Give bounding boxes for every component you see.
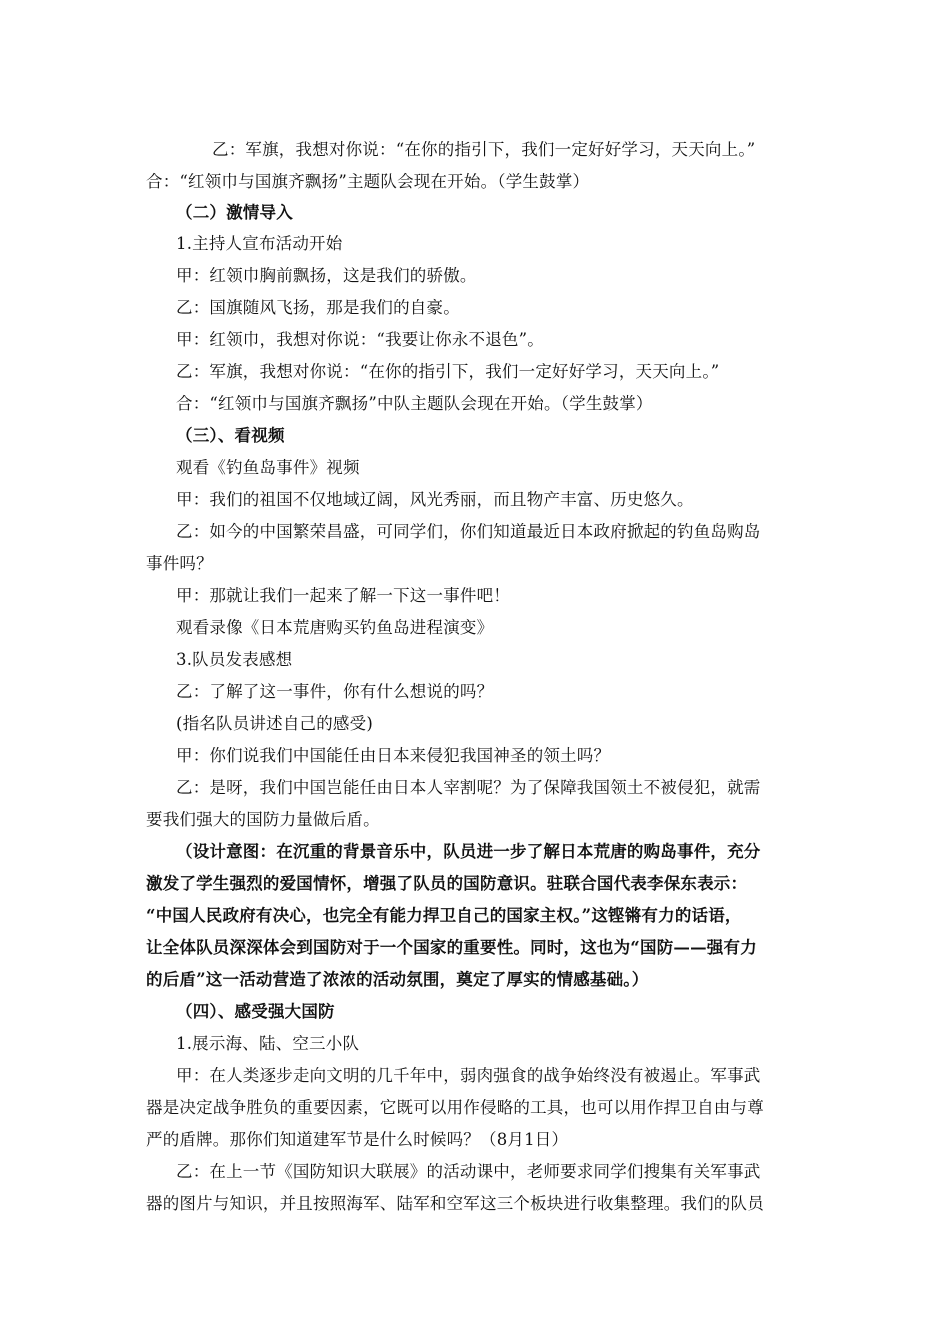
section-heading: （二）激情导入 (176, 203, 293, 222)
dialogue-line: 甲：红领巾，我想对你说：“我要让你永不退色”。 (176, 330, 544, 349)
step-heading: 观看录像《日本荒唐购买钓鱼岛进程演变》 (176, 618, 494, 637)
dialogue-line: 甲：那就让我们一起来了解一下这一事件吧！ (176, 586, 510, 605)
step-heading: 观看《钓鱼岛事件》视频 (176, 458, 360, 477)
step-heading: 3.队员发表感想 (176, 650, 293, 669)
dialogue-line: 器是决定战争胜负的重要因素，它既可以用作侵略的工具，也可以用作捍卫自由与尊 (146, 1098, 764, 1117)
dialogue-line: 要我们强大的国防力量做后盾。 (146, 810, 380, 829)
dialogue-line: 乙：国旗随风飞扬，那是我们的自豪。 (176, 298, 460, 317)
dialogue-line: 事件吗？ (146, 554, 213, 573)
design-intent-text: 激发了学生强烈的爱国情怀，增强了队员的国防意识。驻联合国代表李保东表示： (146, 874, 748, 893)
dialogue-line: 乙：如今的中国繁荣昌盛，可同学们，你们知道最近日本政府掀起的钓鱼岛购岛 (176, 522, 761, 541)
step-heading: 1.展示海、陆、空三小队 (176, 1034, 360, 1053)
dialogue-line: 严的盾牌。那你们知道建军节是什么时候吗？（8月1日） (146, 1130, 569, 1149)
design-intent-text: 让全体队员深深体会到国防对于一个国家的重要性。同时，这也为“国防——强有力 (146, 938, 757, 957)
dialogue-line: 器的图片与知识，并且按照海军、陆军和空军这三个板块进行收集整理。我们的队员 (146, 1194, 764, 1213)
dialogue-line: 甲：我们的祖国不仅地域辽阔，风光秀丽，而且物产丰富、历史悠久。 (176, 490, 694, 509)
section-heading: （四）、感受强大国防 (176, 1002, 335, 1021)
dialogue-line: 甲：红领巾胸前飘扬，这是我们的骄傲。 (176, 266, 477, 285)
step-heading: 1.主持人宣布活动开始 (176, 234, 343, 253)
dialogue-line: 甲：你们说我们中国能任由日本来侵犯我国神圣的领土吗？ (176, 746, 611, 765)
dialogue-line: 乙：了解了这一事件，你有什么想说的吗？ (176, 682, 494, 701)
section-heading: （三）、看视频 (176, 426, 285, 445)
dialogue-line: 合：“红领巾与国旗齐飘扬”中队主题队会现在开始。（学生鼓掌） (176, 394, 653, 413)
design-intent-text: 的后盾”这一活动营造了浓浓的活动氛围，奠定了厚实的情感基础。） (146, 970, 649, 989)
dialogue-line: 乙：在上一节《国防知识大联展》的活动课中，老师要求同学们搜集有关军事武 (176, 1162, 761, 1181)
design-intent-text: “中国人民政府有决心，也完全有能力捍卫自己的国家主权。”这铿锵有力的话语， (146, 906, 742, 925)
design-intent-text: （设计意图：在沉重的背景音乐中，队员进一步了解日本荒唐的购岛事件，充分 (176, 842, 761, 861)
dialogue-line: 合：“红领巾与国旗齐飘扬”主题队会现在开始。（学生鼓掌） (146, 172, 590, 191)
dialogue-line: 乙：是呀，我们中国岂能任由日本人宰割呢？为了保障我国领土不被侵犯，就需 (176, 778, 761, 797)
stage-direction: (指名队员讲述自己的感受) (176, 714, 373, 733)
dialogue-line: 乙：军旗，我想对你说：“在你的指引下，我们一定好好学习，天天向上。” (212, 140, 756, 159)
dialogue-line: 乙：军旗，我想对你说：“在你的指引下，我们一定好好学习，天天向上。” (176, 362, 720, 381)
dialogue-line: 甲：在人类逐步走向文明的几千年中，弱肉强食的战争始终没有被遏止。军事武 (176, 1066, 761, 1085)
